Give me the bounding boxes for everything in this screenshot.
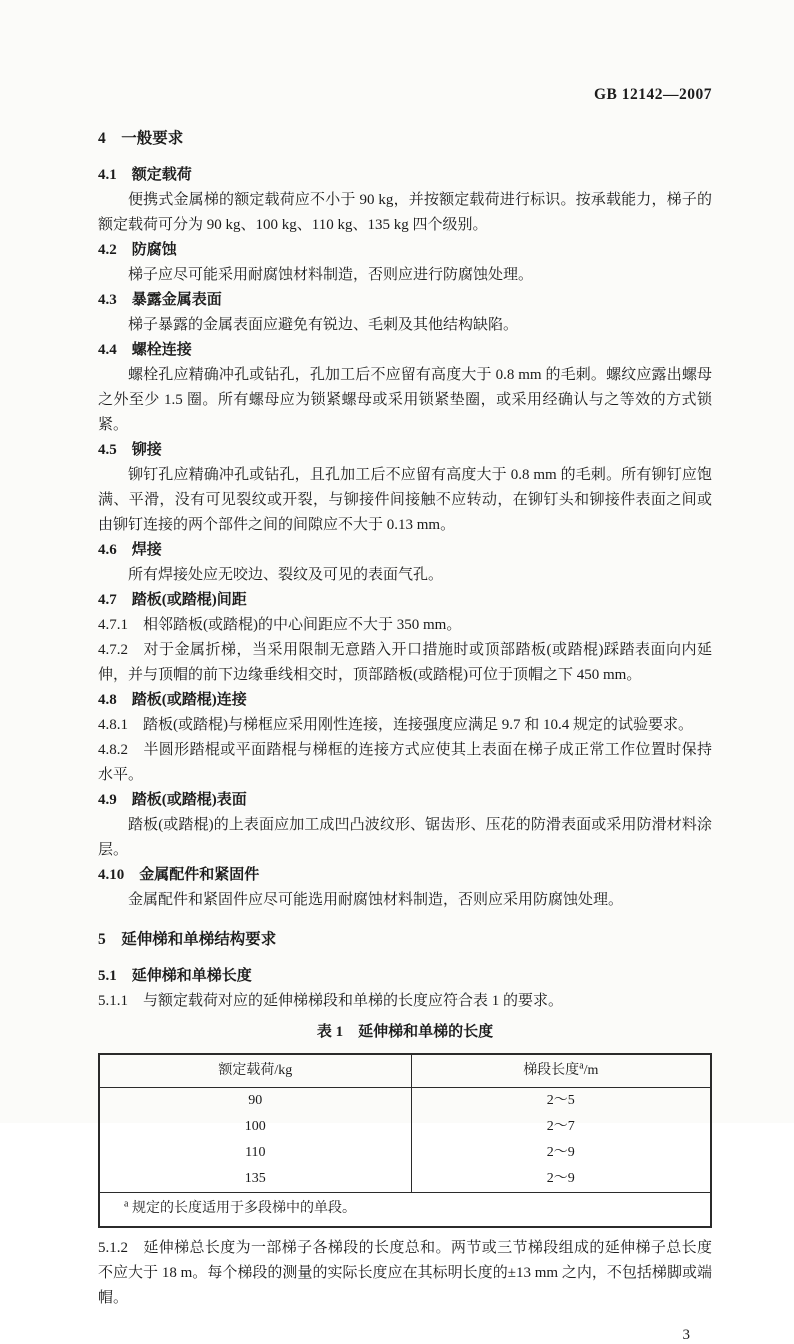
- clause-4-8-2: [98, 738, 712, 788]
- table-row: [99, 1088, 711, 1115]
- footnote-marker: a: [579, 1060, 584, 1072]
- table-label: 表 1: [316, 1024, 344, 1040]
- clause-4-2-body: 梯子应尽可能采用耐腐蚀材料制造，否则应进行防腐蚀处理。: [128, 267, 534, 283]
- clause-4-9-heading: [98, 788, 712, 813]
- clause-4-4-body: 螺栓孔应精确冲孔或钻孔，孔加工后不应留有高度大于 0.8 mm 的毛刺。螺纹应露出螺母之外至少 1.5 圈。所有螺母应为锁紧螺母或采用锁紧垫圈，或采用经确认与之等效的方式锁紧。: [98, 367, 712, 433]
- clause-text: 相邻踏板(或踏棍)的中心间距应不大于 350 mm。: [143, 617, 462, 633]
- table-title: 延伸梯和单梯的长度: [358, 1024, 494, 1040]
- clause-title: 踏板(或踏棍)间距: [131, 592, 247, 608]
- clause-title: 铆接: [131, 442, 162, 458]
- table-row: [99, 1114, 711, 1140]
- cell-section-length: 2～7: [546, 1119, 575, 1134]
- cell-section-length: 2～9: [546, 1145, 575, 1160]
- header-unit: /m: [583, 1063, 599, 1078]
- clause-4-8-heading: [98, 688, 712, 713]
- clause-title: 额定载荷: [131, 167, 192, 183]
- table-1-caption: [98, 1020, 712, 1045]
- document-body: [98, 126, 712, 1311]
- chapter-5-heading: [98, 927, 712, 952]
- clause-number: 4.8.2: [98, 742, 128, 758]
- clause-4-7-1: [98, 613, 712, 638]
- clause-4-7-2: [98, 638, 712, 688]
- clause-number: 4.4: [98, 342, 117, 358]
- clause-5-1-2: [98, 1236, 712, 1311]
- footnote-marker: a: [124, 1198, 129, 1210]
- clause-4-5-body: 铆钉孔应精确冲孔或钻孔，且孔加工后不应留有高度大于 0.8 mm 的毛刺。所有铆钉应饱满、平滑，没有可见裂纹或开裂，与铆接件间接触不应转动，在铆钉头和铆接件表面之间或由铆钉连接的两个部件之间的间隙应不大于 0.13 mm。: [98, 467, 712, 533]
- clause-text: 延伸梯总长度为一部梯子各梯段的长度总和。两节或三节梯段组成的延伸梯子总长度不应大于 18 m。每个梯段的测量的实际长度应在其标明长度的±13 mm 之内，不包括梯脚或端帽。: [98, 1240, 712, 1306]
- chapter-number: 4: [98, 130, 106, 147]
- page-number: 3: [682, 1327, 690, 1343]
- column-header-section-length: [411, 1054, 711, 1088]
- clause-title: 金属配件和紧固件: [139, 867, 260, 883]
- clause-title: 延伸梯和单梯长度: [131, 968, 252, 984]
- clause-number: 4.3: [98, 292, 117, 308]
- table-row: [99, 1166, 711, 1193]
- cell-rated-load: 110: [99, 1140, 411, 1166]
- clause-4-9-body: 踏板(或踏棍)的上表面应加工成凹凸波纹形、锯齿形、压花的防滑表面或采用防滑材料涂层。: [98, 817, 712, 858]
- clause-number: 4.1: [98, 167, 117, 183]
- clause-number: 5.1.1: [98, 993, 128, 1009]
- chapter-number: 5: [98, 931, 106, 948]
- chapter-title: 一般要求: [121, 130, 184, 147]
- cell-section-length: 2～9: [546, 1171, 575, 1186]
- clause-4-6-heading: [98, 538, 712, 563]
- table-header-row: [99, 1054, 711, 1088]
- table-1-block: [98, 1020, 712, 1228]
- table-row: [99, 1140, 711, 1166]
- clause-number: 4.8.1: [98, 717, 128, 733]
- clause-text: 踏板(或踏棍)与梯框应采用刚性连接，连接强度应满足 9.7 和 10.4 规定的试验要求。: [143, 717, 693, 733]
- clause-number: 4.9: [98, 792, 117, 808]
- clause-number: 4.7.2: [98, 642, 128, 658]
- clause-title: 踏板(或踏棍)表面: [131, 792, 247, 808]
- clause-4-8-1: [98, 713, 712, 738]
- cell-section-length: 2～5: [546, 1093, 575, 1108]
- clause-5-1-1: [98, 989, 712, 1014]
- clause-number: 4.7: [98, 592, 117, 608]
- chapter-4-heading: [98, 126, 712, 151]
- cell-rated-load: 135: [99, 1166, 411, 1193]
- clause-number: 4.7.1: [98, 617, 128, 633]
- standard-code-header: GB 12142—2007: [593, 86, 712, 103]
- clause-4-3-heading: [98, 288, 712, 313]
- clause-number: 4.2: [98, 242, 117, 258]
- footnote-text: 规定的长度适用于多段梯中的单段。: [131, 1201, 356, 1216]
- clause-4-1-heading: [98, 163, 712, 188]
- header-text: 梯段长度: [523, 1063, 580, 1078]
- clause-title: 焊接: [131, 542, 162, 558]
- clause-4-1-body: 便携式金属梯的额定载荷应不小于 90 kg，并按额定载荷进行标识。按承载能力，梯子的额定载荷可分为 90 kg、100 kg、110 kg、135 kg 四个级别。: [98, 192, 712, 233]
- clause-title: 防腐蚀: [131, 242, 177, 258]
- clause-4-10-body: 金属配件和紧固件应尽可能选用耐腐蚀材料制造，否则应采用防腐蚀处理。: [128, 892, 624, 908]
- clause-4-10-heading: [98, 863, 712, 888]
- clause-number: 4.10: [98, 867, 125, 883]
- clause-number: 5.1: [98, 968, 117, 984]
- table-1: [98, 1053, 712, 1228]
- clause-4-4-heading: [98, 338, 712, 363]
- clause-number: 4.8: [98, 692, 117, 708]
- clause-5-1-heading: [98, 964, 712, 989]
- clause-title: 螺栓连接: [131, 342, 192, 358]
- clause-number: 4.5: [98, 442, 117, 458]
- table-footnote-row: [99, 1193, 711, 1228]
- column-header-rated-load: 额定载荷/kg: [99, 1054, 411, 1088]
- cell-rated-load: 100: [99, 1114, 411, 1140]
- cell-rated-load: 90: [99, 1088, 411, 1115]
- clause-title: 踏板(或踏棍)连接: [131, 692, 247, 708]
- clause-4-5-heading: [98, 438, 712, 463]
- clause-number: 5.1.2: [98, 1240, 128, 1256]
- clause-text: 对于金属折梯，当采用限制无意踏入开口措施时或顶部踏板(或踏棍)踩踏表面向内延伸，并与顶帽的前下边缘垂线相交时，顶部踏板(或踏棍)可位于顶帽之下 450 mm。: [98, 642, 712, 683]
- table-footnote: [99, 1193, 711, 1228]
- clause-4-3-body: 梯子暴露的金属表面应避免有锐边、毛刺及其他结构缺陷。: [128, 317, 519, 333]
- clause-number: 4.6: [98, 542, 117, 558]
- clause-4-6-body: 所有焊接处应无咬边、裂纹及可见的表面气孔。: [128, 567, 444, 583]
- clause-text: 半圆形踏棍或平面踏棍与梯框的连接方式应使其上表面在梯子成正常工作位置时保持水平。: [98, 742, 712, 783]
- clause-title: 暴露金属表面: [131, 292, 222, 308]
- clause-4-7-heading: [98, 588, 712, 613]
- clause-4-2-heading: [98, 238, 712, 263]
- clause-text: 与额定载荷对应的延伸梯梯段和单梯的长度应符合表 1 的要求。: [143, 993, 564, 1009]
- chapter-title: 延伸梯和单梯结构要求: [121, 931, 277, 948]
